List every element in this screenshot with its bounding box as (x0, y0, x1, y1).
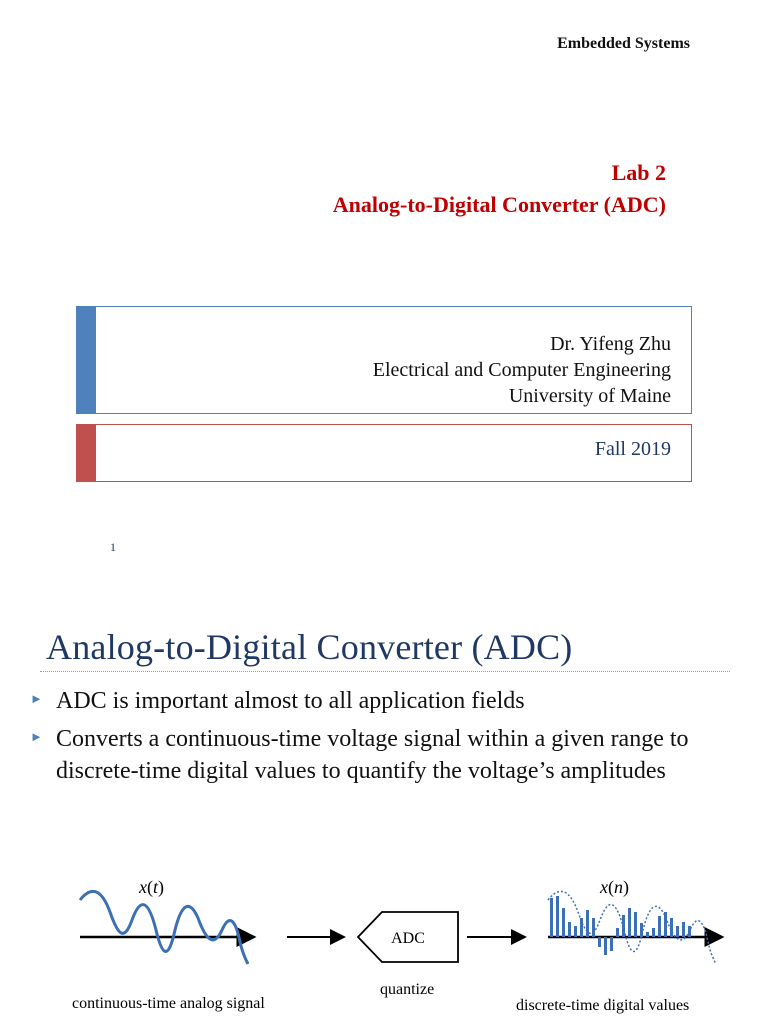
title-divider (40, 671, 730, 672)
slide-number: 1 (110, 540, 116, 554)
digital-samples (550, 896, 691, 955)
analog-signal-wave (80, 891, 248, 964)
term-box (76, 424, 692, 482)
author-accent-bar (76, 306, 96, 414)
adc-block-label: ADC (391, 930, 425, 947)
bullet-arrow-icon: ► (30, 729, 43, 744)
course-title: Embedded Systems (557, 35, 690, 52)
bullet-arrow-icon: ► (30, 691, 43, 706)
bullet-item (30, 685, 760, 717)
quantize-caption: quantize (380, 981, 435, 998)
output-symbol-index: n (614, 877, 623, 897)
reference-wave-outline (548, 891, 716, 964)
term-accent-bar (76, 424, 96, 482)
input-symbol-var: x (139, 877, 147, 897)
lab-number: Lab 2 (611, 160, 666, 185)
bullet-item (30, 723, 760, 787)
input-signal-symbol: x(t) (139, 877, 165, 897)
author-department: Electrical and Computer Engineering (372, 359, 671, 381)
term-label: Fall 2019 (594, 438, 671, 460)
input-symbol-index: t (153, 877, 159, 897)
output-signal-symbol: x(n) (600, 877, 629, 897)
author-info (373, 331, 671, 409)
bullet-text: ADC is important almost to all application fields (56, 688, 525, 714)
adc-diagram (0, 860, 768, 1024)
author-box (76, 306, 692, 414)
input-caption: continuous-time analog signal (72, 995, 265, 1012)
author-university: University of Maine (508, 385, 671, 407)
bullet-text: Converts a continuous-time voltage signal within a given range to discrete-time digital values to quantify the voltage’s amplitudes (56, 726, 689, 784)
lab-title: Analog-to-Digital Converter (ADC) (332, 192, 666, 217)
output-symbol-var: x (600, 877, 608, 897)
output-caption: discrete-time digital values (516, 997, 690, 1014)
author-name: Dr. Yifeng Zhu (550, 333, 671, 355)
slide-title: Analog-to-Digital Converter (ADC) (46, 627, 573, 667)
